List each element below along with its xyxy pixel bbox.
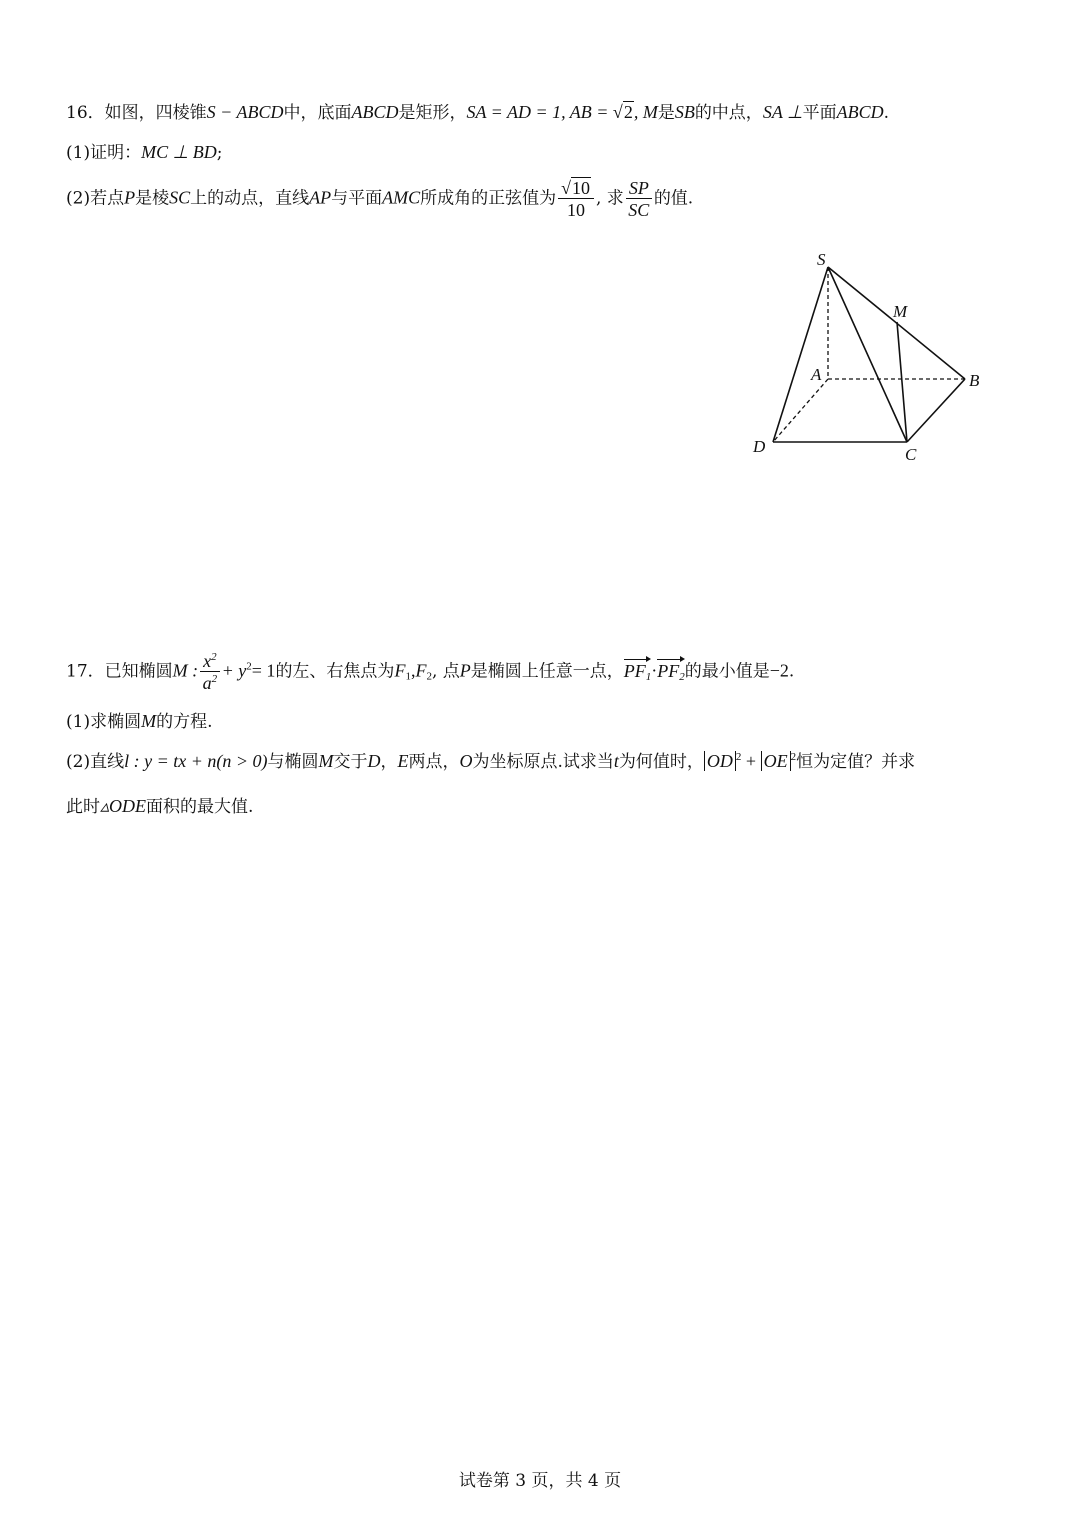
q17-ellipse-fraction bbox=[200, 652, 220, 692]
page-footer: 试卷第 3 页，共 4 页 bbox=[458, 1471, 622, 1491]
q17-x: x bbox=[203, 651, 212, 671]
q17-text: (2)直线 bbox=[66, 752, 125, 772]
q17-abs-od: OD bbox=[704, 751, 736, 771]
q17-oe-exponent: 2 bbox=[790, 751, 797, 763]
q16-line-1 bbox=[66, 103, 889, 122]
q17-f2: F bbox=[415, 660, 427, 681]
q17-param-t: t bbox=[613, 751, 619, 771]
q16-sine-sqrt-arg: 10 bbox=[572, 178, 590, 198]
q16-point-p: P bbox=[124, 187, 136, 208]
q17-text: , 点 bbox=[431, 661, 460, 682]
q17-line-1 bbox=[66, 652, 794, 692]
q17-vec1: PF bbox=[623, 660, 646, 681]
q17-vector-pf2 bbox=[657, 662, 685, 683]
label-d: D bbox=[753, 437, 766, 456]
q17-plus: + bbox=[741, 751, 761, 771]
q16-text: 的值. bbox=[653, 188, 694, 209]
q17-text: 与椭圆 bbox=[267, 752, 319, 772]
q17-a-exponent: 2 bbox=[211, 673, 218, 685]
q17-triangle-ode: ▵ODE bbox=[100, 796, 147, 816]
q16-plane: ABCD bbox=[836, 102, 884, 122]
q17-text: 的方程. bbox=[156, 712, 213, 732]
q17-point-p: P bbox=[459, 660, 471, 681]
q17-text: ， bbox=[380, 752, 398, 772]
q17-ellipse-eq: = 1 bbox=[251, 660, 276, 681]
q17-ellipse-name: M : bbox=[172, 660, 199, 681]
q17-text: 的最小值是 bbox=[684, 661, 770, 682]
q17-a: a bbox=[202, 673, 212, 693]
q17-text: 为坐标原点.试求当 bbox=[472, 752, 614, 772]
q17-vector-pf1 bbox=[624, 662, 652, 683]
q17-abs-oe: OE bbox=[761, 751, 791, 771]
label-b: B bbox=[969, 371, 980, 390]
q17-comma: , bbox=[410, 660, 416, 681]
q16-part1-expr: MC ⊥ BD bbox=[141, 142, 217, 162]
label-c: C bbox=[905, 445, 917, 464]
q17-text: 已知椭圆 bbox=[104, 661, 173, 682]
edge-ad bbox=[773, 379, 828, 442]
q16-text: (2)若点 bbox=[66, 188, 125, 209]
q17-ellipse-denominator bbox=[200, 672, 220, 692]
q17-point-e: E bbox=[397, 751, 409, 771]
q17-f1: F bbox=[394, 660, 406, 681]
q16-part1-label: (1)证明： bbox=[66, 143, 142, 163]
label-m: M bbox=[893, 302, 908, 321]
q17-text: 的左、右焦点为 bbox=[275, 661, 395, 682]
q16-part-1 bbox=[66, 143, 223, 162]
q16-pyramid-name: S − ABCD bbox=[206, 102, 284, 122]
q16-condition-tail: , M bbox=[633, 102, 658, 122]
q17-text: 面积的最大值. bbox=[146, 797, 254, 817]
q17-y-exponent: 2 bbox=[246, 660, 252, 673]
pyramid-figure bbox=[745, 245, 995, 470]
q16-part1-end: ; bbox=[216, 143, 223, 163]
edge-cb bbox=[907, 379, 965, 442]
q17-text: 为何值时， bbox=[618, 752, 704, 772]
q16-ratio-numerator: SP bbox=[626, 179, 652, 199]
q16-text: . bbox=[883, 103, 890, 123]
q17-min-value: −2 bbox=[769, 660, 789, 681]
q16-text: 与平面 bbox=[331, 188, 383, 209]
q17-part-2-line-2 bbox=[66, 797, 253, 816]
q16-perp: SA ⊥ bbox=[762, 102, 803, 122]
q16-text: 是矩形， bbox=[398, 103, 467, 123]
q17-number: 17． bbox=[66, 661, 105, 682]
q17-part2-m: M bbox=[318, 751, 334, 771]
q17-part1-m: M bbox=[141, 711, 157, 731]
q16-part-2 bbox=[66, 179, 693, 219]
edge-sd bbox=[773, 267, 828, 442]
q17-x-exponent: 2 bbox=[211, 651, 217, 663]
q16-text: 的中点， bbox=[694, 103, 763, 123]
q17-f1-sub: 1 bbox=[405, 670, 411, 683]
q17-text: 此时 bbox=[66, 797, 100, 817]
q17-text: . bbox=[788, 661, 795, 682]
q16-edge-sc: SC bbox=[169, 187, 191, 208]
q16-text: 上的动点，直线 bbox=[190, 188, 310, 209]
q17-vec2-sub: 2 bbox=[679, 670, 685, 683]
q17-text: 两点， bbox=[408, 752, 460, 772]
q16-base-name: ABCD bbox=[351, 102, 399, 122]
q16-text: 是棱 bbox=[135, 188, 170, 209]
q17-text: (1)求椭圆 bbox=[66, 712, 142, 732]
q17-od-exponent: 2 bbox=[735, 751, 742, 763]
q17-vec1-sub: 1 bbox=[645, 670, 652, 683]
q17-text: 恒为定值？并求 bbox=[796, 752, 916, 772]
q16-text: 如图，四棱锥 bbox=[104, 103, 207, 123]
q16-ratio-denominator: SC bbox=[628, 200, 650, 220]
q17-vec2: PF bbox=[657, 660, 680, 681]
q16-ratio-fraction bbox=[626, 179, 652, 219]
q17-part-2-line-1 bbox=[66, 752, 915, 771]
q16-text: , 求 bbox=[596, 188, 624, 209]
q16-line-ap: AP bbox=[309, 187, 332, 208]
q17-f2-sub: 2 bbox=[426, 670, 432, 683]
q17-text: 是椭圆上任意一点， bbox=[470, 661, 624, 682]
q17-dot: · bbox=[651, 660, 658, 681]
q16-sine-denominator: 10 bbox=[567, 200, 586, 220]
q16-text: 所成角的正弦值为 bbox=[420, 188, 557, 209]
q17-text: 交于 bbox=[333, 752, 368, 772]
q17-part-1 bbox=[66, 712, 213, 731]
q16-plane-amc: AMC bbox=[382, 187, 421, 208]
label-s: S bbox=[817, 250, 826, 269]
q16-text: 平面 bbox=[802, 103, 837, 123]
q17-ellipse-numerator bbox=[200, 652, 220, 672]
q17-line-equation: l : y = tx + n(n > 0) bbox=[124, 751, 268, 771]
q16-number: 16． bbox=[66, 103, 105, 123]
q16-sine-numerator: √10 bbox=[558, 179, 594, 199]
q16-sqrt: √2 bbox=[612, 102, 633, 122]
q16-text: 中，底面 bbox=[283, 103, 352, 123]
q16-edge-sb: SB bbox=[674, 102, 695, 122]
q16-sine-fraction bbox=[558, 179, 594, 219]
q17-point-o: O bbox=[459, 751, 473, 771]
q16-condition: SA = AD = 1, AB = bbox=[466, 102, 613, 122]
q16-sqrt-arg: 2 bbox=[623, 102, 633, 122]
q17-ellipse-y: + y bbox=[221, 660, 247, 681]
edge-sc bbox=[828, 267, 907, 442]
q16-text: 是 bbox=[657, 103, 675, 123]
label-a: A bbox=[811, 365, 822, 384]
q17-point-d: D bbox=[367, 751, 381, 771]
